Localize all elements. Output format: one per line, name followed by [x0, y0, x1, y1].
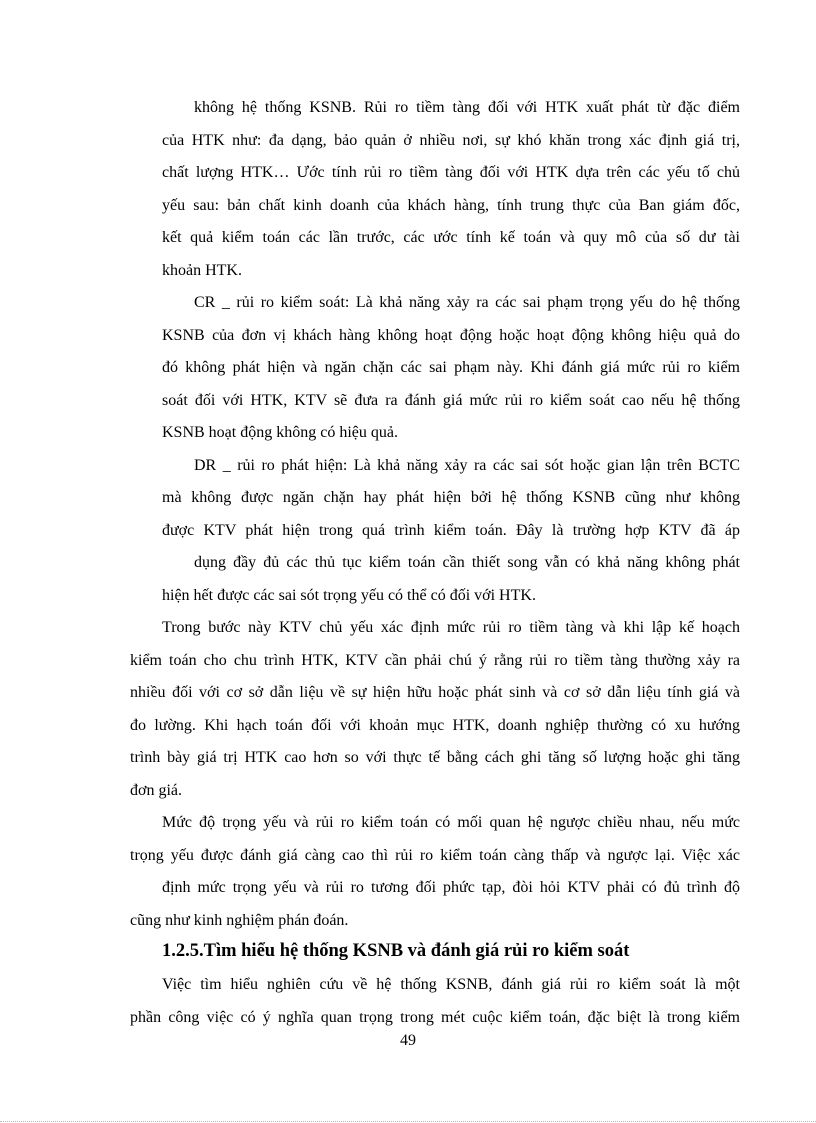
page-bottom-border [0, 1121, 816, 1122]
text-line: kết quả kiểm toán các lần trước, các ước tính kế toán và quy mô của số dư tài [162, 229, 740, 246]
text-line: soát đối với HTK, KTV sẽ đưa ra đánh giá mức rủi ro kiểm soát cao nếu hệ thống [162, 392, 740, 409]
text-line: dụng đầy đủ các thủ tục kiểm toán cần thiết song vẫn có khả năng không phát [194, 554, 740, 571]
text-line: được KTV phát hiện trong quá trình kiểm toán. Đây là trường hợp KTV đã áp [162, 522, 740, 539]
text-line: đó không phát hiện và ngăn chặn các sai phạm này. Khi đánh giá mức rủi ro kiểm [162, 359, 740, 376]
text-line: phần công việc có ý nghĩa quan trọng trong mét cuộc kiểm toán, đặc biệt là trong kiểm [130, 1009, 740, 1026]
text-line: KSNB của đơn vị khách hàng không hoạt động hoặc hoạt động không hiệu quả do [162, 327, 740, 344]
text-line: KSNB hoạt động không có hiệu quả. [162, 424, 398, 441]
text-line: kiểm toán cho chu trình HTK, KTV cần phải chú ý rằng rủi ro tiềm tàng thường xảy ra [130, 652, 740, 669]
text-line: CR _ rủi ro kiểm soát: Là khả năng xảy ra các sai phạm trọng yếu do hệ thống [194, 294, 740, 311]
text-line: chất lượng HTK… Ước tính rủi ro tiềm tàng đối với HTK dựa trên các yếu tố chủ [162, 164, 740, 181]
section-heading: 1.2.5.Tìm hiểu hệ thống KSNB và đánh giá rủi ro kiểm soát [162, 941, 630, 961]
text-line: hiện hết được các sai sót trọng yếu có thể có đối với HTK. [162, 587, 536, 604]
text-line: Trong bước này KTV chủ yếu xác định mức rủi ro tiềm tàng và khi lập kế hoạch [162, 619, 740, 636]
text-line: trọng yếu được đánh giá càng cao thì rủi ro kiểm toán càng thấp và ngược lại. Việc xác [130, 847, 740, 864]
text-line: định mức trọng yếu và rủi ro tương đối phức tạp, đòi hỏi KTV phải có đủ trình độ [162, 879, 740, 896]
text-line: Việc tìm hiểu nghiên cứu về hệ thống KSNB, đánh giá rủi ro kiểm soát là một [162, 976, 740, 993]
text-line: không hệ thống KSNB. Rủi ro tiềm tàng đối với HTK xuất phát từ đặc điểm [194, 99, 740, 116]
text-line: khoản HTK. [162, 262, 242, 279]
text-line: cũng như kinh nghiệm phán đoán. [130, 912, 349, 929]
text-line: yếu sau: bản chất kinh doanh của khách hàng, tính trung thực của Ban giám đốc, [162, 197, 740, 214]
text-line: DR _ rủi ro phát hiện: Là khả năng xảy ra các sai sót hoặc gian lận trên BCTC [194, 457, 740, 474]
page-number: 49 [400, 1032, 416, 1049]
text-line: mà không được ngăn chặn hay phát hiện bởi hệ thống KSNB cũng như không [162, 489, 740, 506]
text-line: trình bày giá trị HTK cao hơn so với thực tế bằng cách ghi tăng số lượng hoặc ghi tăng [130, 749, 740, 766]
text-line: nhiều đối với cơ sở dẫn liệu về sự hiện hữu hoặc phát sinh và cơ sở dẫn liệu tính giá và [130, 684, 740, 701]
text-line: đo lường. Khi hạch toán đối với khoản mục HTK, doanh nghiệp thường có xu hướng [130, 717, 740, 734]
text-line: Mức độ trọng yếu và rủi ro kiểm toán có mối quan hệ ngược chiều nhau, nếu mức [162, 814, 740, 831]
text-line: của HTK như: đa dạng, bảo quản ở nhiều nơi, sự khó khăn trong xác định giá trị, [162, 132, 740, 149]
text-line: đơn giá. [130, 782, 183, 799]
